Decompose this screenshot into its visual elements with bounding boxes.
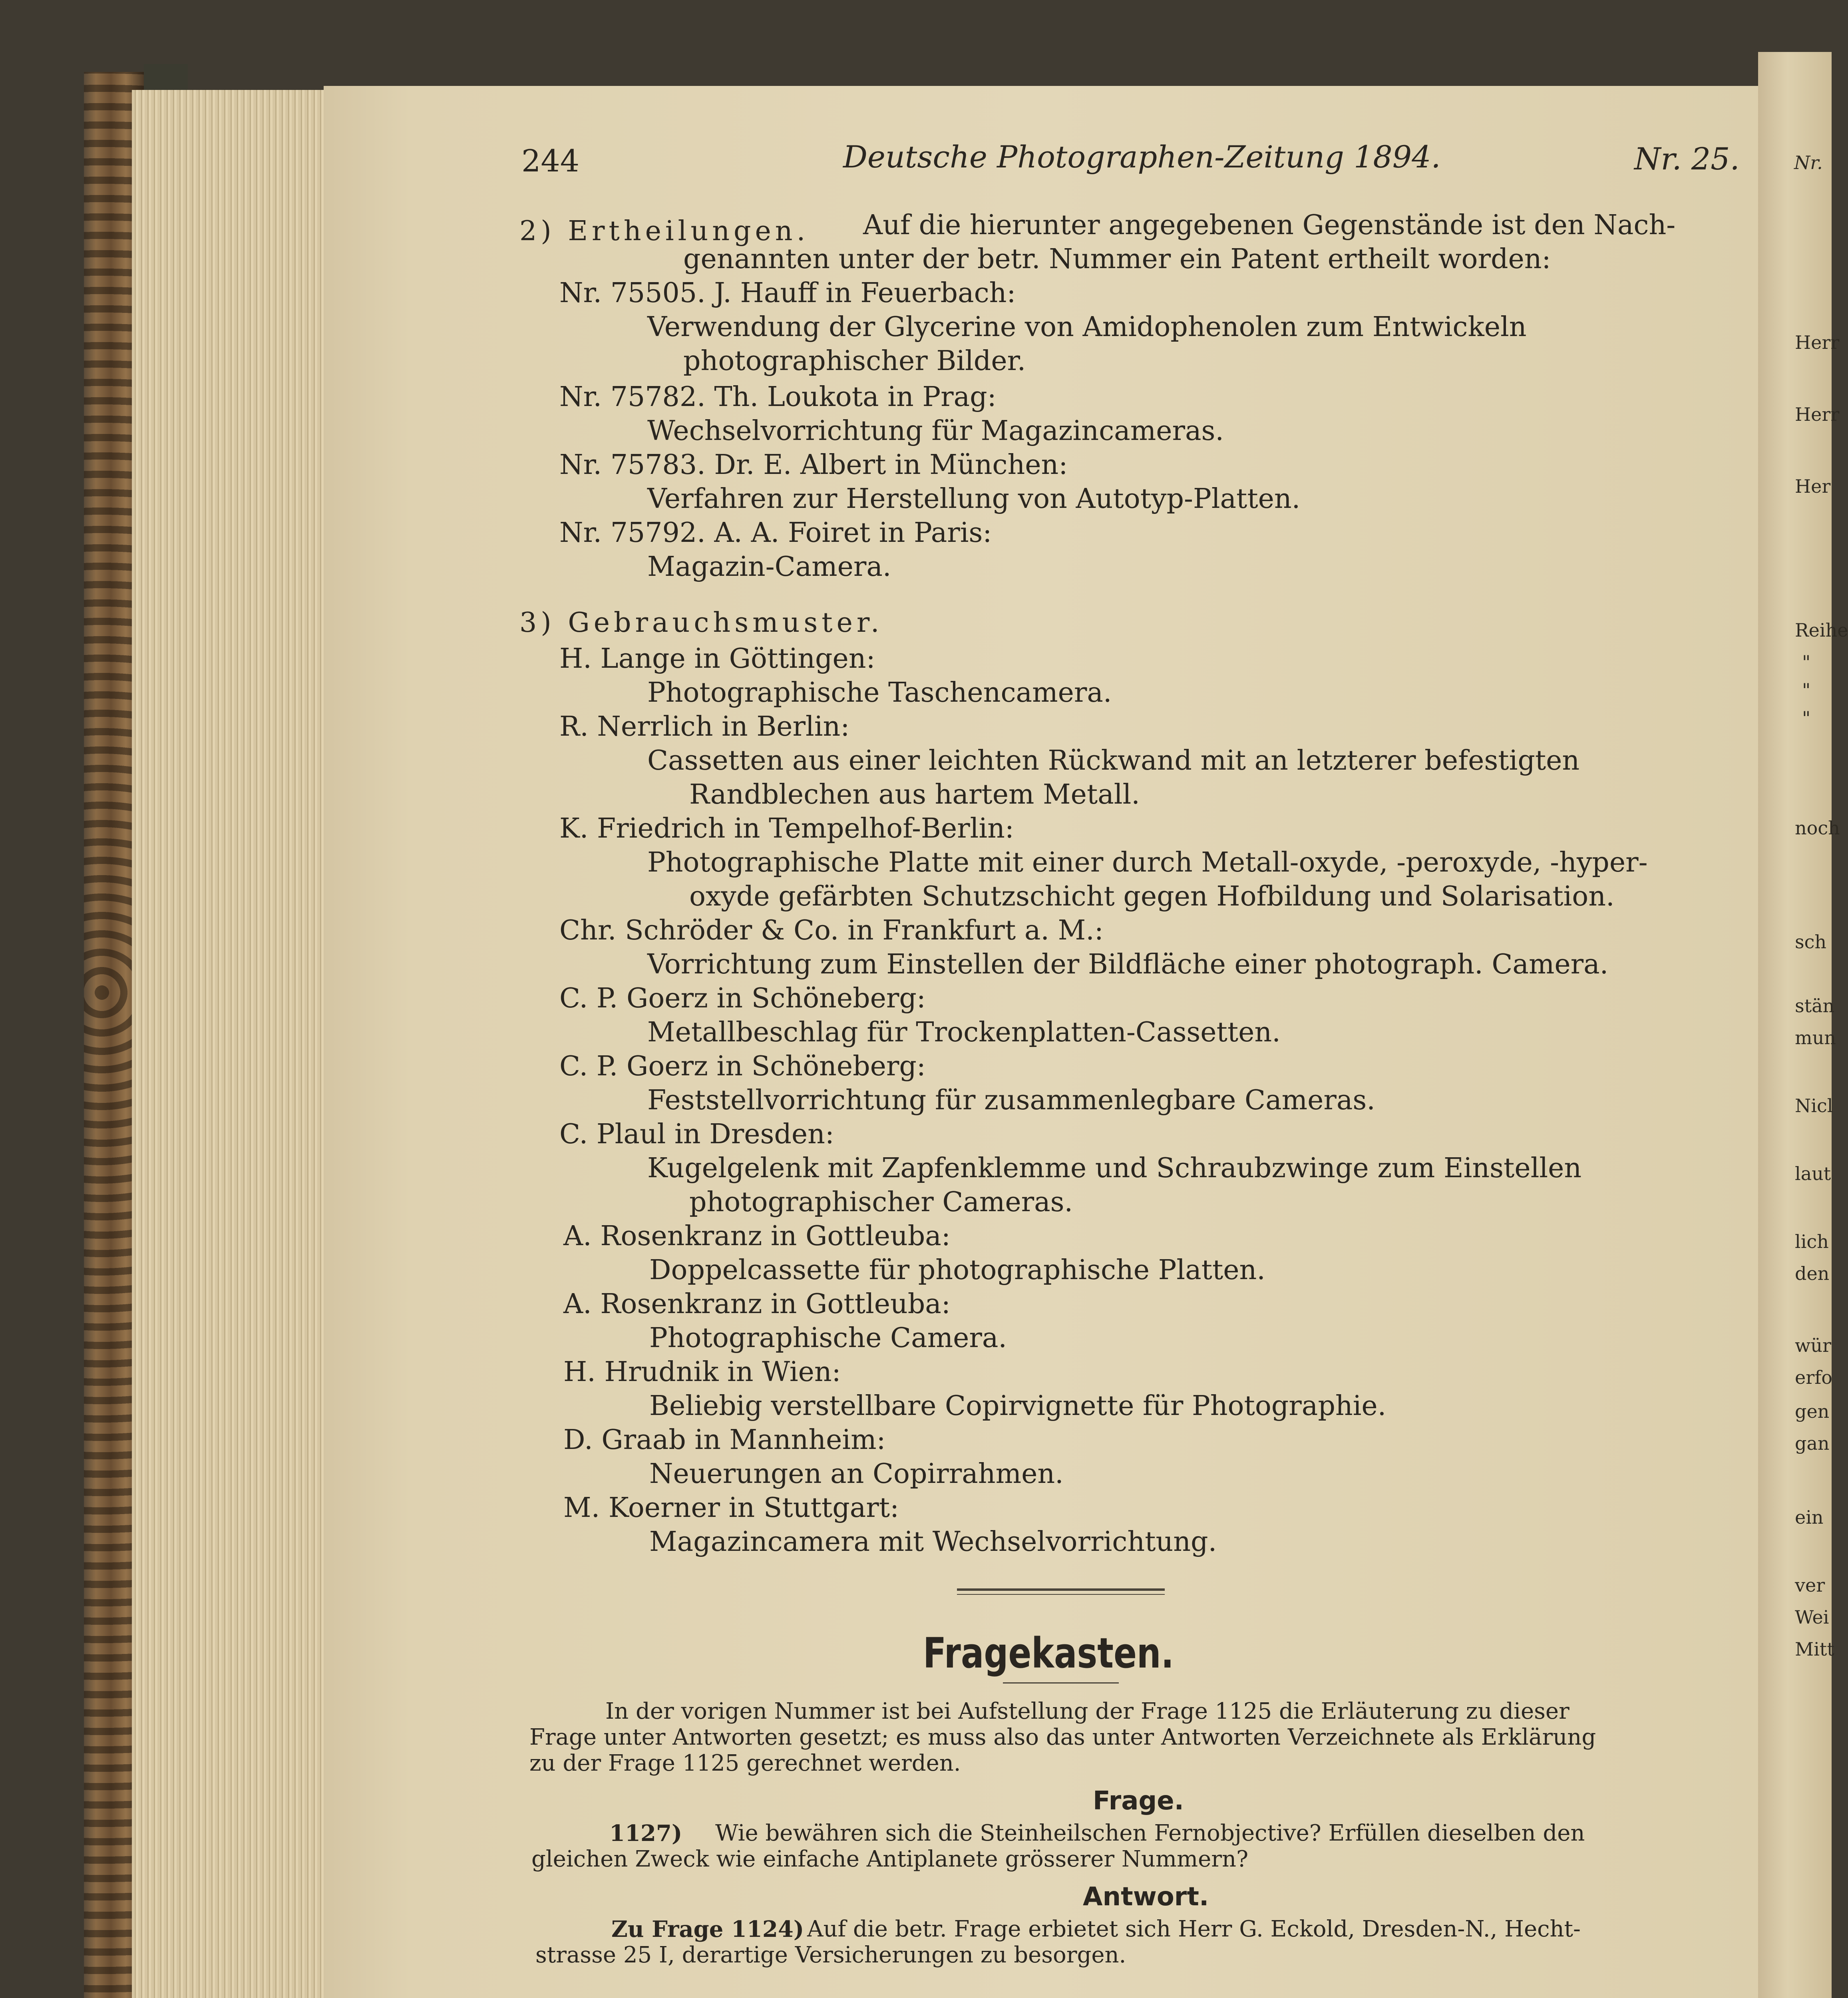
journal-title: Deutsche Photographen-Zeitung 1894. — [843, 139, 1441, 175]
patent-entry-head: Nr. 75783. Dr. E. Albert in München: — [559, 449, 1068, 481]
next-page-fragment: mun — [1795, 1027, 1836, 1049]
answer-text: strasse 25 I, derartige Versicherungen zu besorgen. — [535, 1942, 1126, 1968]
utility-model-head: C. Plaul in Dresden: — [559, 1118, 834, 1150]
utility-model-head: C. P. Goerz in Schöneberg: — [559, 983, 926, 1014]
next-page-fragment: wür — [1795, 1335, 1831, 1356]
patent-entry-head: Nr. 75792. A. A. Foiret in Paris: — [559, 517, 992, 549]
utility-model-head: D. Graab in Mannheim: — [563, 1424, 886, 1456]
utility-model-text: oxyde gefärbten Schutzschicht gegen Hofbildung und Solarisation. — [689, 881, 1615, 912]
title-underline — [1003, 1682, 1119, 1684]
next-page-fragment: erfo — [1795, 1367, 1832, 1388]
question-text: gleichen Zweck wie einfache Antiplanete grösserer Nummern? — [531, 1846, 1249, 1872]
utility-model-head: H. Hrudnik in Wien: — [563, 1356, 841, 1388]
next-page-edge — [1758, 52, 1848, 1998]
next-page-fragment: gan — [1795, 1433, 1830, 1454]
utility-model-text: Magazincamera mit Wechselvorrichtung. — [649, 1526, 1217, 1558]
next-page-fragment: Wei — [1795, 1606, 1829, 1628]
section-heading: 2) Ertheilungen. — [519, 215, 810, 247]
next-page-fragment: ein — [1795, 1506, 1824, 1528]
utility-model-head: R. Nerrlich in Berlin: — [559, 711, 850, 742]
intro-paragraph: In der vorigen Nummer ist bei Aufstellung der Frage 1125 die Erläuterung zu dieser — [605, 1698, 1570, 1724]
utility-model-head: K. Friedrich in Tempelhof-Berlin: — [559, 813, 1014, 844]
utility-model-text: Vorrichtung zum Einstellen der Bildfläche einer photograph. Camera. — [647, 949, 1609, 980]
section-intro: genannten unter der betr. Nummer ein Patent ertheilt worden: — [683, 243, 1551, 275]
utility-model-head: Chr. Schröder & Co. in Frankfurt a. M.: — [559, 915, 1104, 946]
next-page-fragment: lich — [1795, 1231, 1829, 1252]
utility-model-head: C. P. Goerz in Schöneberg: — [559, 1051, 926, 1082]
utility-model-head: A. Rosenkranz in Gottleuba: — [563, 1288, 951, 1320]
issue-number: Nr. 25. — [1634, 141, 1740, 177]
section-divider — [957, 1588, 1165, 1591]
intro-paragraph: Frage unter Antworten gesetzt; es muss also das unter Antworten Verzeichnete als Erklärung — [529, 1724, 1596, 1750]
next-page-fragment: laut — [1795, 1163, 1831, 1184]
answer-reference: Zu Frage 1124) — [611, 1916, 804, 1942]
question-heading: Frage. — [1093, 1786, 1184, 1816]
question-number: 1127) — [609, 1820, 682, 1847]
utility-model-text: Metallbeschlag für Trockenplatten-Cassetten. — [647, 1017, 1281, 1048]
next-page-fragment: Her — [1795, 476, 1831, 497]
patent-entry-text: Magazin-Camera. — [647, 551, 891, 583]
next-page-fragment: Mitt — [1795, 1638, 1834, 1660]
intro-paragraph: zu der Frage 1125 gerechnet werden. — [529, 1750, 961, 1776]
patent-entry-text: Verwendung der Glycerine von Amidophenolen zum Entwickeln — [647, 311, 1527, 343]
next-page-fragment: Nr. — [1794, 152, 1823, 173]
utility-model-text: photographischer Cameras. — [689, 1186, 1073, 1218]
utility-model-text: Neuerungen an Copirrahmen. — [649, 1458, 1064, 1490]
patent-entry-text: Verfahren zur Herstellung von Autotyp-Platten. — [647, 483, 1301, 515]
utility-model-text: Photographische Platte mit einer durch Metall-oxyde, -peroxyde, -hyper- — [647, 847, 1648, 878]
utility-model-text: Kugelgelenk mit Zapfenklemme und Schraubzwinge zum Einstellen — [647, 1152, 1582, 1184]
next-page-fragment: gen — [1795, 1401, 1830, 1422]
next-page-fragment: Reihe — [1795, 619, 1848, 641]
section-heading: 3) Gebrauchsmuster. — [519, 607, 883, 639]
question-text: Wie bewähren sich die Steinheilschen Fernobjective? Erfüllen dieselben den — [715, 1820, 1585, 1846]
answer-text: Auf die betr. Frage erbietet sich Herr G. Eckold, Dresden-N., Hecht- — [807, 1916, 1581, 1942]
utility-model-text: Cassetten aus einer leichten Rückwand mit an letzterer befestigten — [647, 745, 1580, 776]
next-page-fragment: ver — [1795, 1574, 1825, 1596]
utility-model-text: Feststellvorrichtung für zusammenlegbare Cameras. — [647, 1085, 1375, 1116]
next-page-fragment: den — [1795, 1263, 1830, 1284]
next-page-fragment: " — [1802, 707, 1811, 729]
page-edges — [132, 90, 324, 1998]
utility-model-text: Photographische Taschencamera. — [647, 677, 1112, 708]
patent-entry-text: photographischer Bilder. — [683, 345, 1026, 377]
next-page-fragment: stän — [1795, 995, 1835, 1017]
utility-model-text: Photographische Camera. — [649, 1322, 1007, 1354]
answer-heading: Antwort. — [1083, 1882, 1209, 1912]
utility-model-head: M. Koerner in Stuttgart: — [563, 1492, 899, 1524]
column-title: Fragekasten. — [923, 1629, 1174, 1678]
next-page-fragment: sch — [1795, 931, 1826, 953]
patent-entry-text: Wechselvorrichtung für Magazincameras. — [647, 415, 1224, 447]
utility-model-text: Randblechen aus hartem Metall. — [689, 779, 1140, 810]
patent-entry-head: Nr. 75505. J. Hauff in Feuerbach: — [559, 277, 1016, 309]
patent-entry-head: Nr. 75782. Th. Loukota in Prag: — [559, 381, 997, 413]
utility-model-text: Doppelcassette für photographische Platten. — [649, 1254, 1265, 1286]
journal-page — [324, 86, 1758, 1998]
section-intro: Auf die hierunter angegebenen Gegenstände ist den Nach- — [863, 209, 1676, 241]
next-page-fragment: Herr — [1795, 404, 1840, 425]
next-page-fragment: " — [1802, 651, 1811, 673]
section-divider — [957, 1594, 1165, 1595]
page-number: 244 — [521, 143, 580, 179]
next-page-fragment: Nicl — [1795, 1095, 1833, 1116]
utility-model-text: Beliebig verstellbare Copirvignette für Photographie. — [649, 1390, 1386, 1422]
utility-model-head: A. Rosenkranz in Gottleuba: — [563, 1220, 951, 1252]
next-page-fragment: " — [1802, 679, 1811, 701]
utility-model-head: H. Lange in Göttingen: — [559, 643, 875, 675]
next-page-fragment: Herr — [1795, 332, 1840, 353]
next-page-fragment: noch — [1795, 817, 1840, 839]
